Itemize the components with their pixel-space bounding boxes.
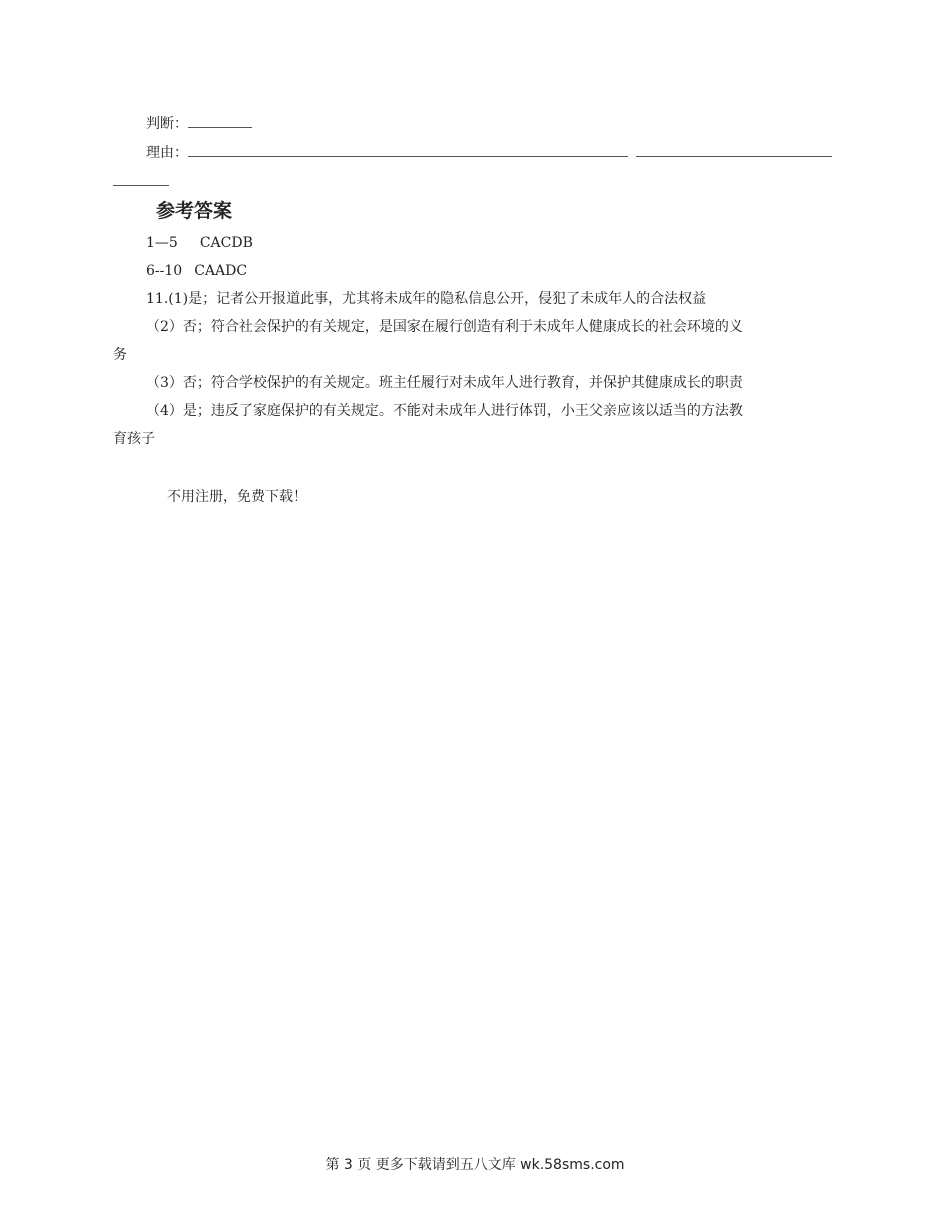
q11-part3: （3）否；符合学校保护的有关规定。班主任履行对未成年人进行教育，并保护其健康成长的职责 [146,375,743,391]
mc-answers-6-10 [146,261,247,281]
reason-continuation-row [113,171,169,192]
mc-answers: CAADC [194,263,248,279]
page-footer: 第 3 页 更多下载请到五八文库 wk.58sms.com [325,1157,625,1173]
mc-range: 1—5 [146,235,178,251]
promo-text: 不用注册，免费下载！ [167,489,307,505]
mc-range: 6--10 [146,263,183,279]
judgement-row [146,113,252,134]
mc-answers-1-5 [146,233,253,253]
reason-blank-1 [188,142,628,157]
reason-label: 理由： [146,145,188,161]
q11-part1: 11.(1)是；记者公开报道此事，尤其将未成年的隐私信息公开，侵犯了未成年人的合法权益 [146,291,707,307]
q11-part2-line2: 务 [113,347,127,363]
answers-heading: 参考答案 [156,200,233,222]
q11-part4-line2: 育孩子 [113,431,155,447]
judgement-label: 判断： [146,116,188,132]
mc-answers: CACDB [199,235,253,251]
q11-part4-line1: （4）是；违反了家庭保护的有关规定。不能对未成年人进行体罚，小王父亲应该以适当的方法教 [146,403,743,419]
q11-part2-line1: （2）否；符合社会保护的有关规定，是国家在履行创造有利于未成年人健康成长的社会环境的义 [146,319,743,335]
reason-blank-3 [113,171,169,186]
reason-row [146,142,832,163]
judgement-blank [188,113,252,128]
reason-blank-2 [636,142,832,157]
